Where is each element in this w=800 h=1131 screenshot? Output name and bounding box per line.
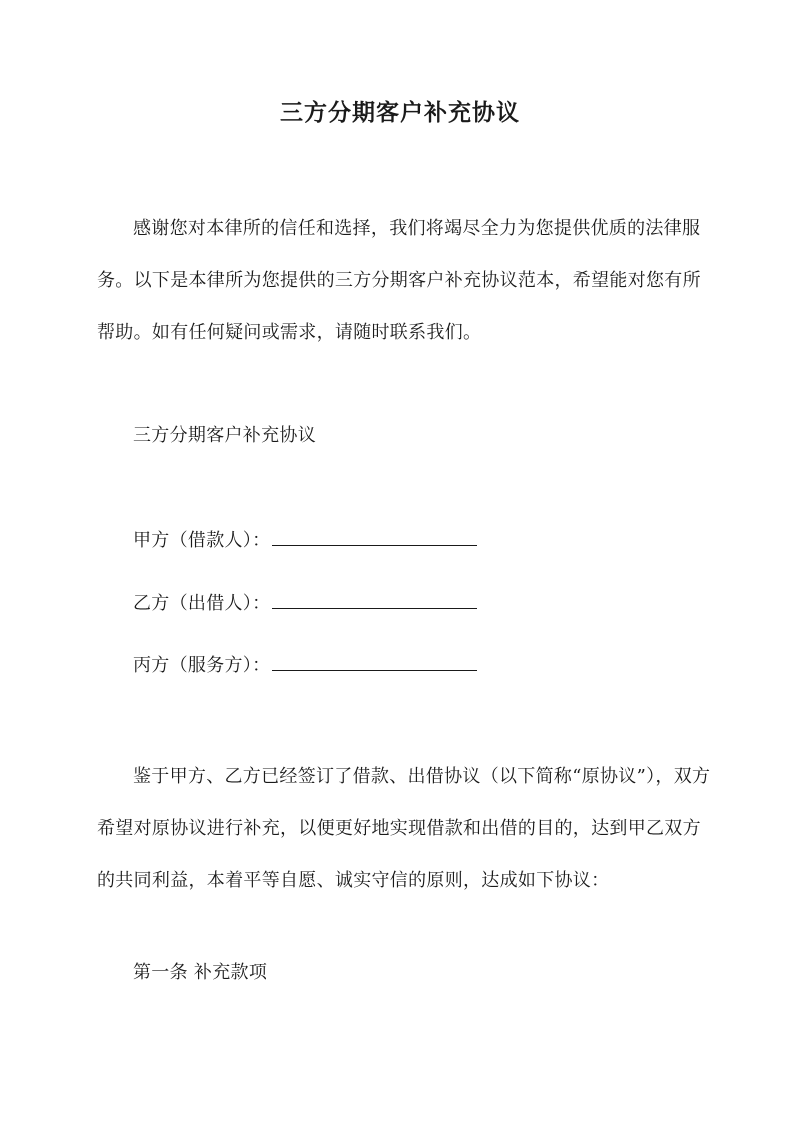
article-1-heading: 第一条 补充款项 [133, 962, 268, 983]
preamble-text: 鉴于甲方、乙方已经签订了借款、出借协议（以下简称“原协议”），双方希望对原协议进行补充，以便更好地实现借款和出借的目的，达到甲乙双方的共同利益，本着平等自愿、诚实守信的原则，达成如下协议： [97, 766, 711, 891]
preamble-paragraph [97, 751, 715, 907]
party-b-blank[interactable] [272, 590, 477, 609]
party-a-blank[interactable] [272, 527, 477, 546]
intro-text: 感谢您对本律所的信任和选择，我们将竭尽全力为您提供优质的法律服务。以下是本律所为您提供的三方分期客户补充协议范本，希望能对您有所帮助。如有任何疑问或需求，请随时联系我们。 [97, 218, 701, 343]
party-c-blank[interactable] [272, 652, 477, 671]
party-a-line [133, 526, 477, 556]
party-c-label: 丙方（服务方）： [133, 655, 271, 676]
intro-paragraph [97, 203, 715, 359]
document-title: 三方分期客户补充协议 [280, 99, 520, 126]
agreement-subtitle: 三方分期客户补充协议 [133, 425, 316, 446]
party-c-line [133, 651, 477, 681]
party-b-label: 乙方（出借人）： [133, 593, 271, 614]
party-b-line [133, 589, 477, 619]
party-a-label: 甲方（借款人）： [133, 530, 271, 551]
